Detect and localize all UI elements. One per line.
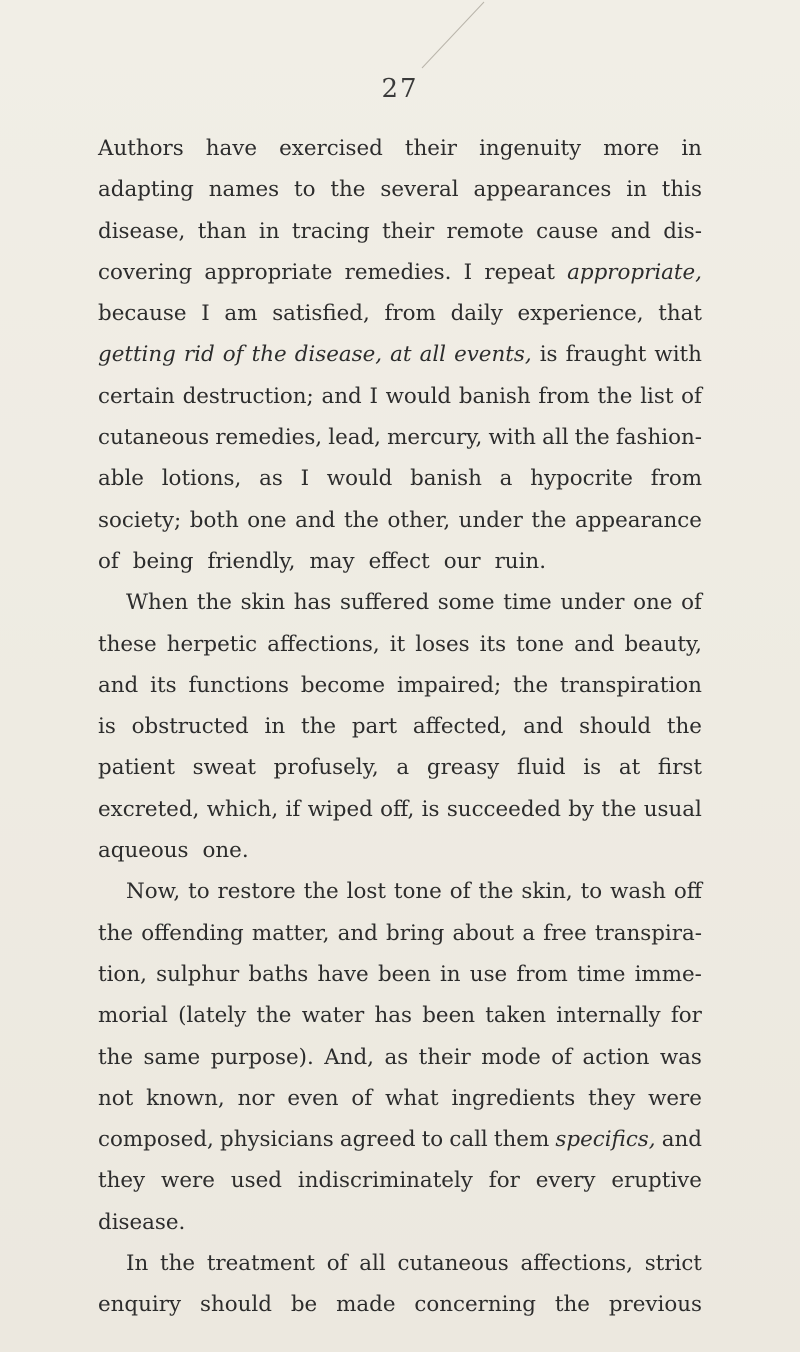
word: adapting — [98, 177, 194, 203]
word: internally — [556, 1003, 661, 1029]
word: matter, — [251, 920, 330, 946]
text-line — [98, 541, 702, 582]
word: been — [422, 1003, 476, 1029]
word: remote — [446, 218, 524, 244]
word: treatment — [206, 1251, 315, 1277]
word: suffered — [339, 590, 430, 616]
word: daily — [450, 301, 503, 327]
word: aqueous — [98, 838, 189, 864]
italic-word: of — [222, 342, 244, 368]
word: taken — [485, 1003, 547, 1029]
word: tone — [516, 631, 565, 657]
word: that — [658, 301, 702, 327]
word: at — [618, 755, 641, 781]
word: skin, — [521, 879, 573, 905]
word: of — [98, 548, 119, 574]
word: ingenuity — [479, 136, 582, 161]
word: lotions, — [161, 466, 242, 492]
word: every — [535, 1168, 596, 1194]
word: the — [513, 672, 549, 698]
word: should — [199, 1292, 272, 1318]
word: from — [516, 961, 568, 987]
italic-word: all — [419, 342, 446, 368]
word: is — [583, 755, 602, 781]
word: lost — [346, 879, 386, 905]
word: water — [301, 1003, 365, 1029]
word: all — [359, 1251, 386, 1277]
word: concerning — [414, 1292, 536, 1318]
word: if — [285, 796, 301, 822]
word: off — [673, 879, 702, 905]
word: banish — [458, 383, 531, 409]
word: patient — [98, 755, 175, 781]
text-line — [98, 1243, 702, 1284]
italic-word: disease, — [294, 342, 383, 368]
word: beauty, — [624, 631, 702, 657]
word: for — [488, 1168, 520, 1194]
word: made — [336, 1292, 396, 1318]
word: disease. — [98, 1209, 186, 1235]
word: from — [650, 466, 702, 492]
word: some — [437, 590, 495, 616]
word: under — [458, 507, 523, 533]
word: composed, — [98, 1127, 214, 1153]
word: fashion- — [615, 425, 702, 451]
word: mode — [481, 1044, 541, 1070]
word: tracing — [291, 218, 370, 244]
word: by — [568, 796, 595, 822]
italic-word: rid — [183, 342, 215, 368]
word: profusely, — [273, 755, 379, 781]
word: When — [126, 590, 189, 616]
word: one. — [202, 838, 249, 864]
word: and — [523, 714, 564, 740]
word: greasy — [426, 755, 500, 781]
word: use — [469, 961, 508, 987]
word: the — [300, 714, 337, 740]
word: names — [208, 177, 280, 203]
text-line — [98, 128, 702, 169]
word: tone — [393, 879, 442, 905]
word: the — [343, 507, 379, 533]
word: for — [670, 1003, 702, 1029]
word: herpetic — [166, 631, 258, 657]
word: I — [300, 466, 310, 492]
word: with — [654, 342, 702, 368]
word: hypocrite — [530, 466, 633, 492]
word: is — [421, 796, 440, 822]
word: experience, — [517, 301, 644, 327]
word: a — [396, 755, 410, 781]
word: remedies, — [215, 425, 323, 451]
word: to — [188, 879, 210, 905]
word: affections, — [267, 631, 380, 657]
word: as — [259, 466, 283, 492]
word: what — [385, 1085, 439, 1111]
word: both — [189, 507, 239, 533]
word: the — [666, 714, 702, 740]
word: should — [579, 714, 652, 740]
word: sulphur — [156, 961, 240, 987]
word: as — [384, 1044, 409, 1070]
word: physicians — [220, 1127, 334, 1153]
word: morial — [98, 1003, 168, 1029]
word: from — [538, 383, 590, 409]
word: they — [98, 1168, 146, 1194]
word: previous — [608, 1292, 702, 1318]
italic-word: events, — [454, 342, 532, 368]
word: appearance — [574, 507, 702, 533]
word: I — [201, 301, 210, 327]
word: functions — [188, 672, 289, 698]
text-line — [98, 913, 702, 954]
word: the — [601, 796, 637, 822]
word: to — [421, 1127, 444, 1153]
word: fraught — [565, 342, 647, 368]
word: In — [126, 1251, 149, 1277]
word: appropriate — [204, 259, 333, 285]
word: become — [300, 672, 386, 698]
word: used — [230, 1168, 282, 1194]
word: cutaneous — [98, 425, 210, 451]
word: and — [98, 672, 139, 698]
word: may — [309, 548, 355, 574]
word: action — [582, 1044, 650, 1070]
word: fluid — [517, 755, 566, 781]
word: of — [449, 879, 471, 905]
word: indiscriminately — [297, 1168, 473, 1194]
word: the — [256, 1003, 292, 1029]
word: their — [418, 1044, 471, 1070]
word: affected, — [412, 714, 508, 740]
text-line — [98, 789, 702, 830]
word: with — [488, 425, 536, 451]
word: And, — [324, 1044, 374, 1070]
word: destruction; — [182, 383, 314, 409]
word: and — [574, 631, 615, 657]
word: bring — [386, 920, 445, 946]
word: able — [98, 466, 144, 492]
text-line — [98, 871, 702, 912]
text-line — [98, 1078, 702, 1119]
word: cause — [536, 218, 599, 244]
word: usual — [643, 796, 702, 822]
word: of — [326, 1251, 348, 1277]
word: it — [389, 631, 406, 657]
word: been — [377, 961, 431, 987]
text-line — [98, 500, 702, 541]
word: society; — [98, 507, 182, 533]
word: to — [294, 177, 316, 203]
word: free — [543, 920, 587, 946]
word: the — [574, 425, 610, 451]
text-line — [98, 169, 702, 210]
word: cutaneous — [397, 1251, 509, 1277]
word: transpira- — [594, 920, 702, 946]
text-line — [98, 665, 702, 706]
word: off, — [380, 796, 415, 822]
word: mercury, — [387, 425, 483, 451]
text-line — [98, 417, 702, 458]
word: in — [626, 177, 647, 203]
word: in — [258, 218, 280, 244]
word: am — [224, 301, 258, 327]
italic-word: the — [251, 342, 287, 368]
word: not — [98, 1085, 134, 1111]
text-line — [98, 252, 702, 293]
body-text — [98, 128, 702, 1326]
text-line — [98, 1202, 702, 1243]
word: was — [659, 1044, 702, 1070]
word: have — [205, 136, 258, 161]
text-line — [98, 995, 702, 1036]
word: have — [317, 961, 369, 987]
word: in — [439, 961, 461, 987]
word: I — [369, 383, 378, 409]
word: of — [351, 1085, 373, 1111]
word: call — [449, 1127, 488, 1153]
text-line — [98, 458, 702, 499]
text-line — [98, 954, 702, 995]
word: disease, — [98, 218, 186, 244]
word: succeeded — [446, 796, 561, 822]
italic-word: specifics, — [555, 1127, 656, 1153]
word: tion, — [98, 961, 147, 987]
text-line — [98, 376, 702, 417]
word: the — [478, 879, 514, 905]
word: enquiry — [98, 1292, 182, 1318]
word: wiped — [307, 796, 373, 822]
word: in — [264, 714, 286, 740]
word: them — [493, 1127, 550, 1153]
italic-word: appropriate, — [567, 259, 702, 285]
word: even — [287, 1085, 339, 1111]
word: is — [98, 714, 116, 740]
word: from — [384, 301, 436, 327]
word: impaired; — [396, 672, 502, 698]
text-line — [98, 747, 702, 788]
word: the — [196, 590, 232, 616]
word: skin — [240, 590, 286, 616]
word: the — [303, 879, 339, 905]
word: were — [161, 1168, 215, 1194]
word: would — [326, 466, 393, 492]
text-line — [98, 1160, 702, 1201]
word: the — [531, 507, 567, 533]
word: agreed — [339, 1127, 416, 1153]
text-line — [98, 334, 702, 375]
word: part — [351, 714, 398, 740]
text-line — [98, 293, 702, 334]
word: offending — [141, 920, 244, 946]
word: their — [404, 136, 458, 161]
word: in — [681, 136, 702, 161]
word: to — [580, 879, 603, 905]
word: and — [321, 383, 362, 409]
word: of — [681, 383, 702, 409]
word: list — [640, 383, 674, 409]
word: appearances — [473, 177, 612, 203]
word: has — [293, 590, 332, 616]
word: other, — [387, 507, 451, 533]
word: the — [554, 1292, 590, 1318]
word: several — [380, 177, 459, 203]
word: and — [295, 507, 336, 533]
word: time — [576, 961, 626, 987]
word: sweat — [192, 755, 256, 781]
word: the — [597, 383, 633, 409]
word: they — [588, 1085, 636, 1111]
word: and — [610, 218, 651, 244]
word: these — [98, 631, 157, 657]
word: this — [661, 177, 702, 203]
word: loses — [415, 631, 470, 657]
word: baths — [248, 961, 309, 987]
word: being — [132, 548, 194, 574]
word: be — [290, 1292, 318, 1318]
word: dis- — [663, 218, 702, 244]
word: under — [560, 590, 625, 616]
word: about — [452, 920, 515, 946]
text-line — [98, 1037, 702, 1078]
word: strict — [644, 1251, 702, 1277]
text-line — [98, 706, 702, 747]
word: time — [503, 590, 552, 616]
word: same — [143, 1044, 201, 1070]
word: its — [150, 672, 177, 698]
word: excreted, — [98, 796, 200, 822]
text-line — [98, 211, 702, 252]
word: wash — [610, 879, 666, 905]
word: more — [603, 136, 660, 161]
word: a — [522, 920, 536, 946]
word: because — [98, 301, 187, 327]
word: of — [551, 1044, 573, 1070]
word: banish — [410, 466, 482, 492]
word: purpose). — [210, 1044, 314, 1070]
word: lead, — [328, 425, 381, 451]
word: nor — [237, 1085, 275, 1111]
word: covering — [98, 259, 193, 285]
word: a — [499, 466, 513, 492]
word: than — [197, 218, 247, 244]
word: the — [98, 1044, 134, 1070]
word: our — [443, 548, 481, 574]
word: the — [160, 1251, 196, 1277]
text-line — [98, 582, 702, 623]
word: repeat — [484, 259, 555, 285]
word: and — [337, 920, 378, 946]
text-line — [98, 1284, 702, 1325]
word: certain — [98, 383, 175, 409]
word: known, — [146, 1085, 225, 1111]
word: effect — [368, 548, 430, 574]
word: restore — [217, 879, 296, 905]
word: all — [542, 425, 569, 451]
word: the — [330, 177, 366, 203]
word: the — [98, 920, 134, 946]
text-line — [98, 624, 702, 665]
page-number: 27 — [381, 74, 419, 104]
word: their — [382, 218, 435, 244]
word: would — [385, 383, 452, 409]
word: one — [633, 590, 673, 616]
word: I — [463, 259, 473, 285]
word: is — [539, 342, 558, 368]
word: obstructed — [131, 714, 249, 740]
word: satisfied, — [272, 301, 370, 327]
word: (lately — [178, 1003, 247, 1029]
word: friendly, — [207, 548, 296, 574]
word: one — [247, 507, 287, 533]
word: Now, — [126, 879, 181, 905]
text-line — [98, 1119, 702, 1160]
word: eruptive — [611, 1168, 702, 1194]
word: ingredients — [451, 1085, 576, 1111]
word: which, — [206, 796, 279, 822]
word: of — [681, 590, 702, 616]
word: exercised — [279, 136, 383, 161]
page-crease-mark — [380, 0, 490, 70]
word: has — [374, 1003, 412, 1029]
word: Authors — [98, 136, 184, 161]
word: its — [479, 631, 507, 657]
text-line — [98, 830, 702, 871]
word: ruin. — [494, 548, 546, 574]
word: and — [661, 1127, 702, 1153]
italic-word: at — [390, 342, 412, 368]
word: first — [657, 755, 702, 781]
word: affections, — [520, 1251, 633, 1277]
word: transpiration — [560, 672, 702, 698]
word: imme- — [634, 961, 702, 987]
word: were — [648, 1085, 702, 1111]
word: remedies. — [344, 259, 452, 285]
italic-word: getting — [98, 342, 176, 368]
